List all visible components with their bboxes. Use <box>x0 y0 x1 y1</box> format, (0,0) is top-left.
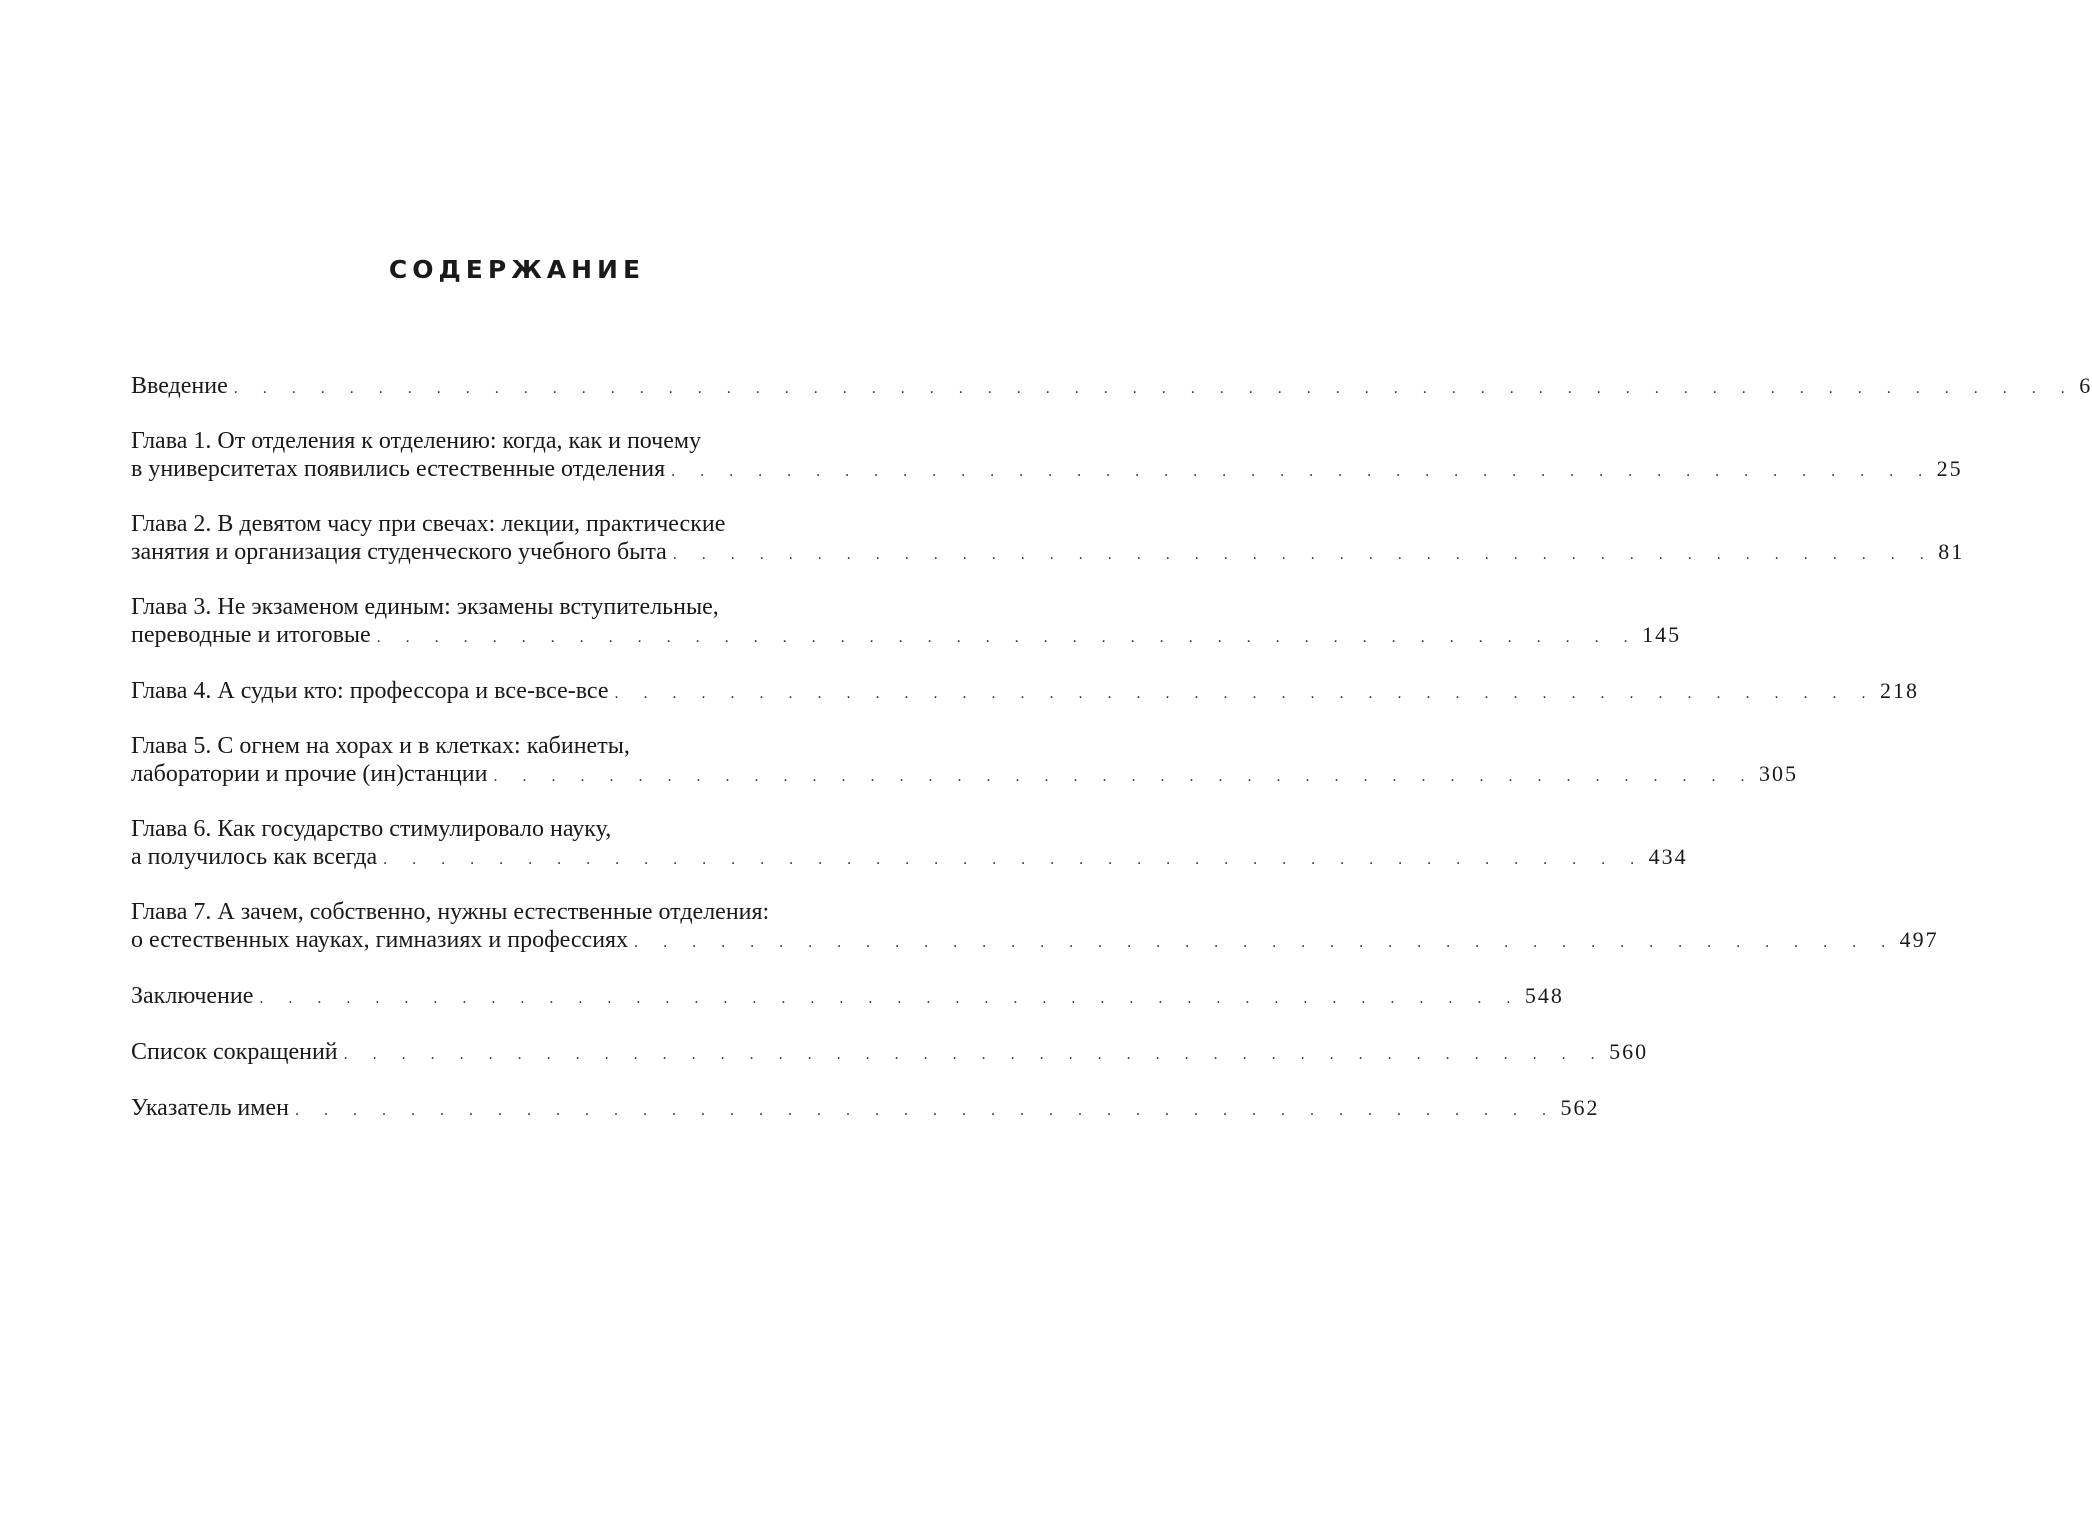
toc-page-number: 305 <box>1759 761 1798 786</box>
toc-entry-chapter-4[interactable] <box>131 677 1920 704</box>
toc-entry-title-line-2: в университетах появились естественные отделения <box>131 456 666 482</box>
toc-entry-title-line-1: Глава 6. Как государство стимулировало науку, <box>131 816 612 842</box>
dot-leader: . . . . . . . . . . . . . . . . . . . . . . . . . . . . . . . . . . . . . . . . . . . . <box>294 1102 1557 1119</box>
toc-entry-line <box>131 538 1965 565</box>
toc-entry-title-line-1: Глава 5. С огнем на хорах и в клетках: кабинеты, <box>131 733 630 759</box>
toc-entry-line <box>131 621 1682 648</box>
table-of-contents <box>131 372 2092 1121</box>
toc-entry-line <box>131 926 1939 953</box>
dot-leader: . . . . . . . . . . . . . . . . . . . . . . . . . . . . . . . . . . . . . . . . . . . . <box>343 1046 1606 1063</box>
toc-page-number: 6 <box>2079 373 2092 398</box>
toc-entry-title: Список сокращений <box>131 1039 338 1065</box>
toc-entry-line <box>131 843 1688 870</box>
dot-leader: . . . . . . . . . . . . . . . . . . . . . . . . . . . . . . . . . . . . . . . . . . . . . . . . . . . . . . . . . . . . . . . . <box>233 380 2076 397</box>
toc-entry-title-line-2: лаборатории и прочие (ин)станции <box>131 761 488 787</box>
dot-leader: . . . . . . . . . . . . . . . . . . . . . . . . . . . . . . . . . . . . . . . . . . . . <box>634 934 1896 951</box>
toc-entry-line <box>131 1094 1600 1121</box>
toc-entry-line <box>131 982 1564 1009</box>
toc-entry-title-line-1: Глава 7. А зачем, собственно, нужны естественные отделения: <box>131 899 770 925</box>
toc-page-number: 218 <box>1880 678 1920 703</box>
toc-entry-abbreviations[interactable] <box>131 1038 1649 1065</box>
toc-page-number: 81 <box>1938 539 1965 564</box>
toc-page-number: 560 <box>1609 1039 1649 1064</box>
toc-entry-chapter-5[interactable] <box>131 733 1798 787</box>
toc-entry-title-line-2: о естественных науках, гимназиях и профессиях <box>131 927 629 953</box>
toc-entry-title-line-1: Глава 1. От отделения к отделению: когда, как и почему <box>131 428 702 454</box>
toc-entry-chapter-2[interactable] <box>131 511 1965 565</box>
toc-entry-title: Введение <box>131 373 228 399</box>
toc-entry-line <box>131 455 1963 482</box>
toc-entry-title-line-1: Глава 3. Не экзаменом единым: экзамены вступительные, <box>131 594 719 620</box>
toc-entry-introduction[interactable] <box>131 372 2092 399</box>
page-title: СОДЕРЖАНИЕ <box>388 255 646 284</box>
dot-leader: . . . . . . . . . . . . . . . . . . . . . . . . . . . . . . . . . . . . . . . . . . . . <box>671 463 1933 480</box>
toc-page-number: 145 <box>1642 622 1682 647</box>
toc-entry-title: Заключение <box>131 983 254 1009</box>
toc-entry-line <box>131 1038 1649 1065</box>
toc-page-number: 548 <box>1524 983 1564 1008</box>
toc-entry-line <box>131 677 1920 704</box>
toc-page-number: 25 <box>1936 456 1963 481</box>
dot-leader: . . . . . . . . . . . . . . . . . . . . . . . . . . . . . . . . . . . . . . . . . . . . <box>614 685 1877 702</box>
toc-entry-title: Глава 4. А судьи кто: профессора и все-все-все <box>131 678 609 704</box>
toc-entry-chapter-7[interactable] <box>131 899 1939 953</box>
dot-leader: . . . . . . . . . . . . . . . . . . . . . . . . . . . . . . . . . . . . . . . . . . . . <box>383 851 1645 868</box>
toc-entry-title-line-2: занятия и организация студенческого учебного быта <box>131 539 667 565</box>
toc-entry-line <box>131 372 2092 399</box>
toc-entry-title-line-2: а получилось как всегда <box>131 844 378 870</box>
dot-leader: . . . . . . . . . . . . . . . . . . . . . . . . . . . . . . . . . . . . . . . . . . . . <box>376 629 1639 646</box>
dot-leader: . . . . . . . . . . . . . . . . . . . . . . . . . . . . . . . . . . . . . . . . . . . . <box>672 546 1935 563</box>
toc-entry-title-line-2: переводные и итоговые <box>131 622 371 648</box>
dot-leader: . . . . . . . . . . . . . . . . . . . . . . . . . . . . . . . . . . . . . . . . . . . . <box>493 768 1755 785</box>
toc-entry-title-line-1: Глава 2. В девятом часу при свечах: лекции, практические <box>131 511 726 537</box>
toc-page-number: 562 <box>1560 1095 1600 1120</box>
toc-entry-chapter-3[interactable] <box>131 594 1682 648</box>
toc-entry-conclusion[interactable] <box>131 982 1564 1009</box>
toc-entry-name-index[interactable] <box>131 1094 1600 1121</box>
toc-entry-chapter-1[interactable] <box>131 428 1963 482</box>
toc-entry-title: Указатель имен <box>131 1095 289 1121</box>
toc-page-number: 497 <box>1899 927 1939 952</box>
dot-leader: . . . . . . . . . . . . . . . . . . . . . . . . . . . . . . . . . . . . . . . . . . . . <box>259 990 1521 1007</box>
toc-entry-chapter-6[interactable] <box>131 816 1688 870</box>
toc-page-number: 434 <box>1648 844 1688 869</box>
toc-entry-line <box>131 760 1798 787</box>
